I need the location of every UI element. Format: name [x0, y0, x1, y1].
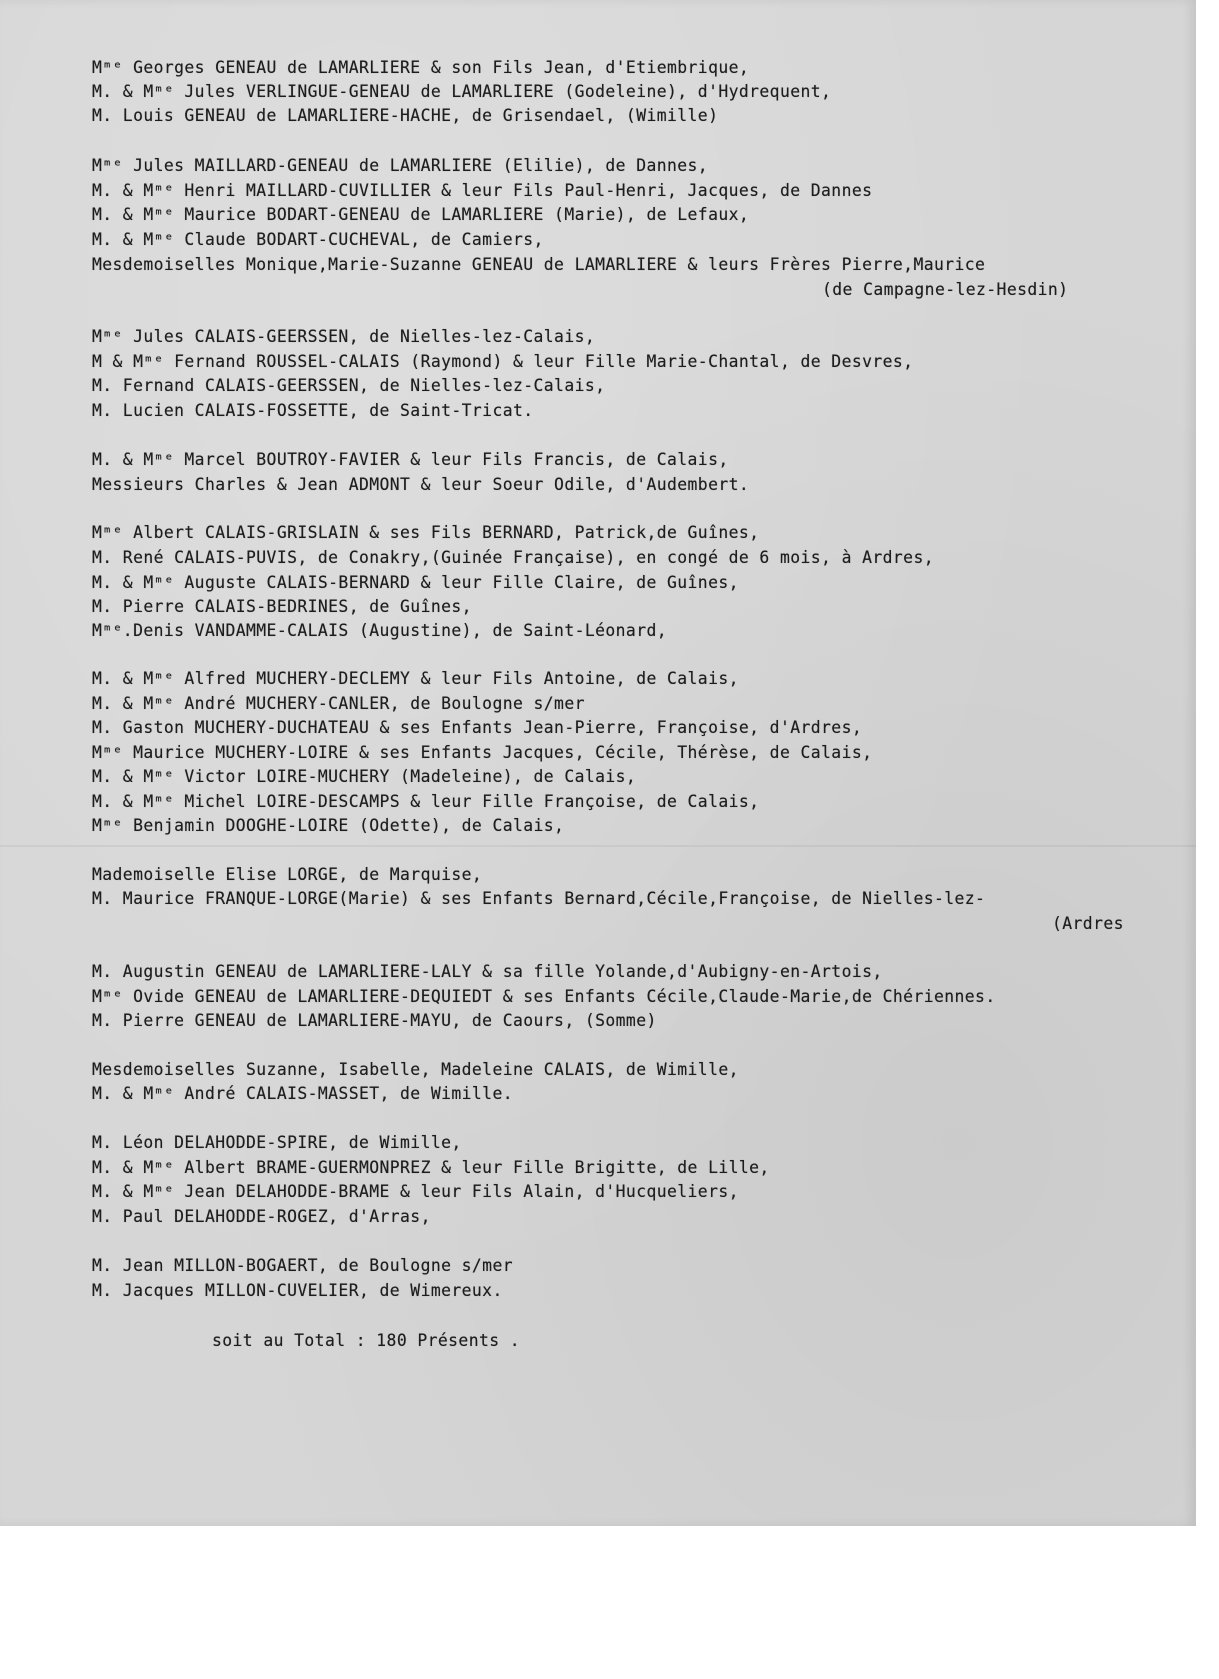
- list-item: M. Gaston MUCHERY-DUCHATEAU & ses Enfants Jean-Pierre, Françoise, d'Ardres,: [92, 718, 863, 737]
- list-item: M. Jean MILLON-BOGAERT, de Boulogne s/mer: [92, 1256, 513, 1275]
- list-item: M. & Mᵐᵉ Jean DELAHODDE-BRAME & leur Fils Alain, d'Hucqueliers,: [92, 1182, 739, 1201]
- list-item: M. Jacques MILLON-CUVELIER, de Wimereux.: [92, 1281, 503, 1300]
- list-item: M & Mᵐᵉ Fernand ROUSSEL-CALAIS (Raymond) & leur Fille Marie-Chantal, de Desvres,: [92, 352, 914, 371]
- list-item: M. Fernand CALAIS-GEERSSEN, de Nielles-lez-Calais,: [92, 376, 606, 395]
- list-item: M. Augustin GENEAU de LAMARLIERE-LALY & sa fille Yolande,d'Aubigny-en-Artois,: [92, 962, 883, 981]
- list-item: M. Louis GENEAU de LAMARLIERE-HACHE, de Grisendael, (Wimille): [92, 106, 719, 125]
- list-item: Mᵐᵉ.Denis VANDAMME-CALAIS (Augustine), de Saint-Léonard,: [92, 621, 668, 640]
- list-item: M. & Mᵐᵉ Albert BRAME-GUERMONPREZ & leur Fille Brigitte, de Lille,: [92, 1158, 770, 1177]
- list-item: M. & Mᵐᵉ Michel LOIRE-DESCAMPS & leur Fille Françoise, de Calais,: [92, 792, 760, 811]
- list-item: M. & Mᵐᵉ Jules VERLINGUE-GENEAU de LAMARLIERE (Godeleine), d'Hydrequent,: [92, 82, 832, 101]
- list-item: M. & Mᵐᵉ Claude BODART-CUCHEVAL, de Camiers,: [92, 230, 544, 249]
- list-item: Mademoiselle Elise LORGE, de Marquise,: [92, 865, 483, 884]
- list-item: Mᵐᵉ Jules CALAIS-GEERSSEN, de Nielles-lez-Calais,: [92, 327, 596, 346]
- list-item: M. Pierre CALAIS-BEDRINES, de Guînes,: [92, 597, 472, 616]
- list-item: Mesdemoiselles Suzanne, Isabelle, Madeleine CALAIS, de Wimille,: [92, 1060, 739, 1079]
- list-item: M. & Mᵐᵉ Auguste CALAIS-BERNARD & leur Fille Claire, de Guînes,: [92, 573, 739, 592]
- list-item: Mᵐᵉ Benjamin DOOGHE-LOIRE (Odette), de Calais,: [92, 816, 565, 835]
- list-item: Mᵐᵉ Jules MAILLARD-GENEAU de LAMARLIERE (Elilie), de Dannes,: [92, 156, 709, 175]
- list-item: M. & Mᵐᵉ Alfred MUCHERY-DECLEMY & leur Fils Antoine, de Calais,: [92, 669, 739, 688]
- list-item: M. & Mᵐᵉ André CALAIS-MASSET, de Wimille.: [92, 1084, 513, 1103]
- list-item: M. & Mᵐᵉ Henri MAILLARD-CUVILLIER & leur Fils Paul-Henri, Jacques, de Dannes: [92, 181, 873, 200]
- list-item: Messieurs Charles & Jean ADMONT & leur Soeur Odile, d'Audembert.: [92, 475, 750, 494]
- list-item: Mᵐᵉ Albert CALAIS-GRISLAIN & ses Fils BERNARD, Patrick,de Guînes,: [92, 523, 760, 542]
- list-item: Mesdemoiselles Monique,Marie-Suzanne GENEAU de LAMARLIERE & leurs Frères Pierre,Maurice: [92, 255, 986, 274]
- list-item: M. Pierre GENEAU de LAMARLIERE-MAYU, de Caours, (Somme): [92, 1011, 657, 1030]
- list-item: M. & Mᵐᵉ Marcel BOUTROY-FAVIER & leur Fils Francis, de Calais,: [92, 450, 729, 469]
- list-item: M. Léon DELAHODDE-SPIRE, de Wimille,: [92, 1133, 462, 1152]
- total-line: soit au Total : 180 Présents .: [212, 1331, 521, 1350]
- list-item: Mᵐᵉ Ovide GENEAU de LAMARLIERE-DEQUIEDT & ses Enfants Cécile,Claude-Marie,de Chériennes.: [92, 987, 996, 1006]
- list-item: Mᵐᵉ Maurice MUCHERY-LOIRE & ses Enfants Jacques, Cécile, Thérèse, de Calais,: [92, 743, 873, 762]
- list-item: M. Lucien CALAIS-FOSSETTE, de Saint-Tricat.: [92, 401, 534, 420]
- list-item: M. & Mᵐᵉ Victor LOIRE-MUCHERY (Madeleine), de Calais,: [92, 767, 637, 786]
- list-item-continuation: (Ardres: [1052, 914, 1124, 933]
- list-item-continuation: (de Campagne-lez-Hesdin): [822, 280, 1069, 299]
- list-item: Mᵐᵉ Georges GENEAU de LAMARLIERE & son Fils Jean, d'Etiembrique,: [92, 58, 750, 77]
- list-item: M. René CALAIS-PUVIS, de Conakry,(Guinée Française), en congé de 6 mois, à Ardres,: [92, 548, 934, 567]
- list-item: M. & Mᵐᵉ Maurice BODART-GENEAU de LAMARLIERE (Marie), de Lefaux,: [92, 205, 750, 224]
- list-item: M. Maurice FRANQUE-LORGE(Marie) & ses Enfants Bernard,Cécile,Françoise, de Nielles-lez-: [92, 889, 986, 908]
- list-item: M. Paul DELAHODDE-ROGEZ, d'Arras,: [92, 1207, 431, 1226]
- list-item: M. & Mᵐᵉ André MUCHERY-CANLER, de Boulogne s/mer: [92, 694, 585, 713]
